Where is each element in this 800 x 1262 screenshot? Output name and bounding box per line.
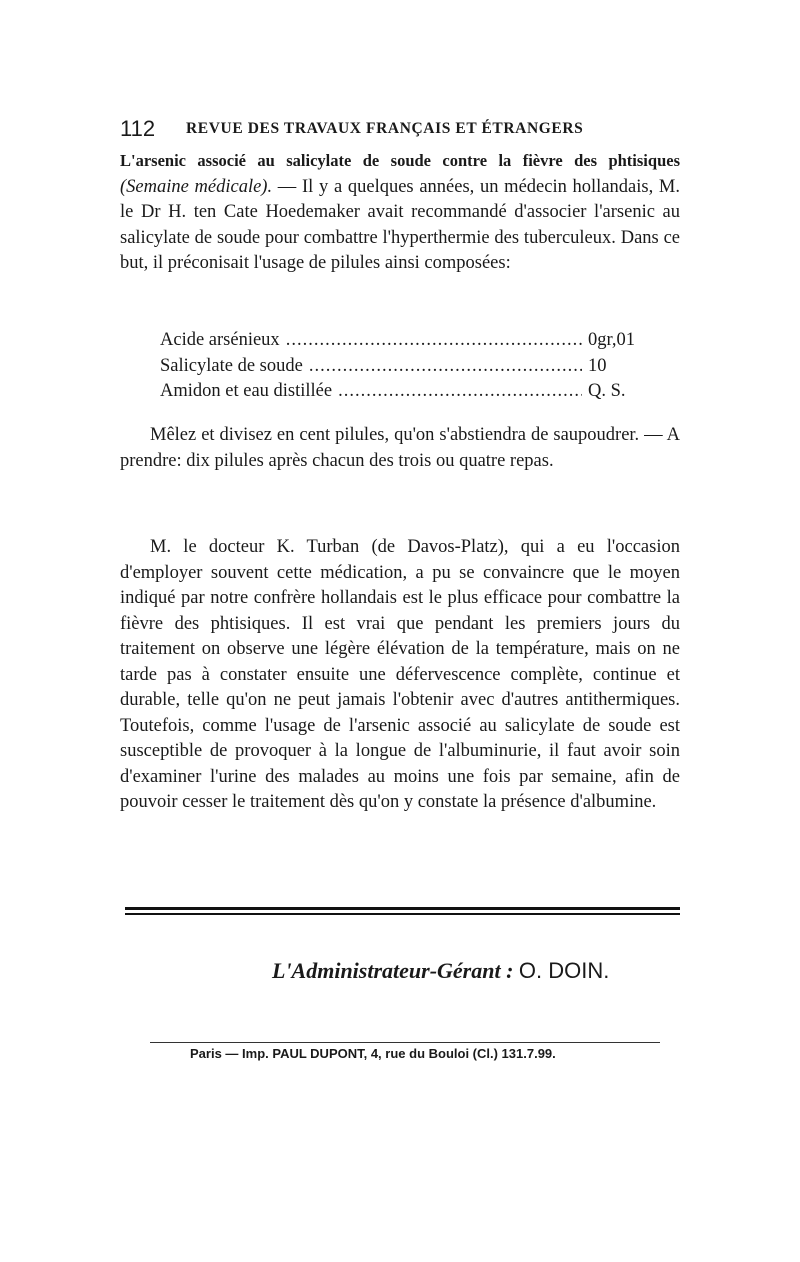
printer-imprint: Paris — Imp. PAUL DUPONT, 4, rue du Bouloi (Cl.) 131.7.99. <box>190 1046 556 1061</box>
article-intro-text: — Il y a quelques années, un médecin hollandais, M. le Dr H. ten Cate Hoedemaker avait recommandé d'associer l'arsenic au salicylate de soude pour combattre l'hyperthermie des tuberculeux. Dans ce but, il préconisait l'usage de pilules ainsi composées: <box>120 176 680 273</box>
recipe-quantity: Q. S. <box>588 381 626 401</box>
dot-leader <box>309 354 582 380</box>
dot-leader <box>338 379 582 405</box>
body-text: M. le docteur K. Turban (de Davos-Platz), qui a eu l'occasion d'employer souvent cette médication, a pu se convaincre que le moyen indiqué par notre confrère hollandais est le plus efficace pour combattre la fièvre des phtisiques. Il est vrai que pendant les premiers jours du traitement on observe une légère élévation de la température, mais on ne tarde pas à constater ensuite une défervescence complète, continue et durable, telle qu'on ne peut jamais l'obtenir avec d'autres antithermiques. Toutefois, comme l'usage de l'arsenic associé au salicylate de soude est susceptible de provoquer à la longue de l'albuminurie, il faut avoir soin d'examiner l'urine des malades au moins une fois par semaine, afin de pouvoir cesser le traitement dès qu'on y constate la présence d'albumine. <box>120 537 680 812</box>
body-paragraph <box>120 535 680 816</box>
recipe-quantity: 10 <box>588 355 607 376</box>
signature <box>272 958 609 984</box>
recipe-ingredient: Amidon et eau distillée <box>160 381 333 401</box>
recipe-row <box>160 354 650 380</box>
article-source: (Semaine médicale). <box>120 176 273 197</box>
article-intro-paragraph <box>120 148 680 277</box>
recipe-quantity: 0gr,01 <box>588 330 636 350</box>
imprint-rule <box>150 1042 660 1043</box>
article-title: L'arsenic associé au salicylate de soude contre la fièvre des phtisiques <box>120 151 680 170</box>
recipe-list <box>160 328 650 405</box>
running-head <box>120 116 620 140</box>
recipe-ingredient: Acide arsénieux <box>160 330 280 350</box>
recipe-row <box>160 379 650 405</box>
dot-leader <box>286 328 582 354</box>
double-rule-thick <box>125 907 680 910</box>
recipe-ingredient: Salicylate de soude <box>160 355 303 376</box>
page-number: 112 <box>120 116 156 141</box>
signature-role: L'Administrateur-Gérant : <box>272 958 514 983</box>
running-head-title: REVUE DES TRAVAUX FRANÇAIS ET ÉTRANGERS <box>186 120 584 137</box>
signature-name: O. DOIN. <box>518 958 610 983</box>
instructions-text: Mêlez et divisez en cent pilules, qu'on s'abstiendra de saupoudrer. — A prendre: dix pilules après chacun des trois ou quatre repas. <box>120 425 680 471</box>
recipe-row <box>160 328 650 354</box>
instructions-paragraph <box>120 423 680 474</box>
double-rule-thin <box>125 913 680 915</box>
